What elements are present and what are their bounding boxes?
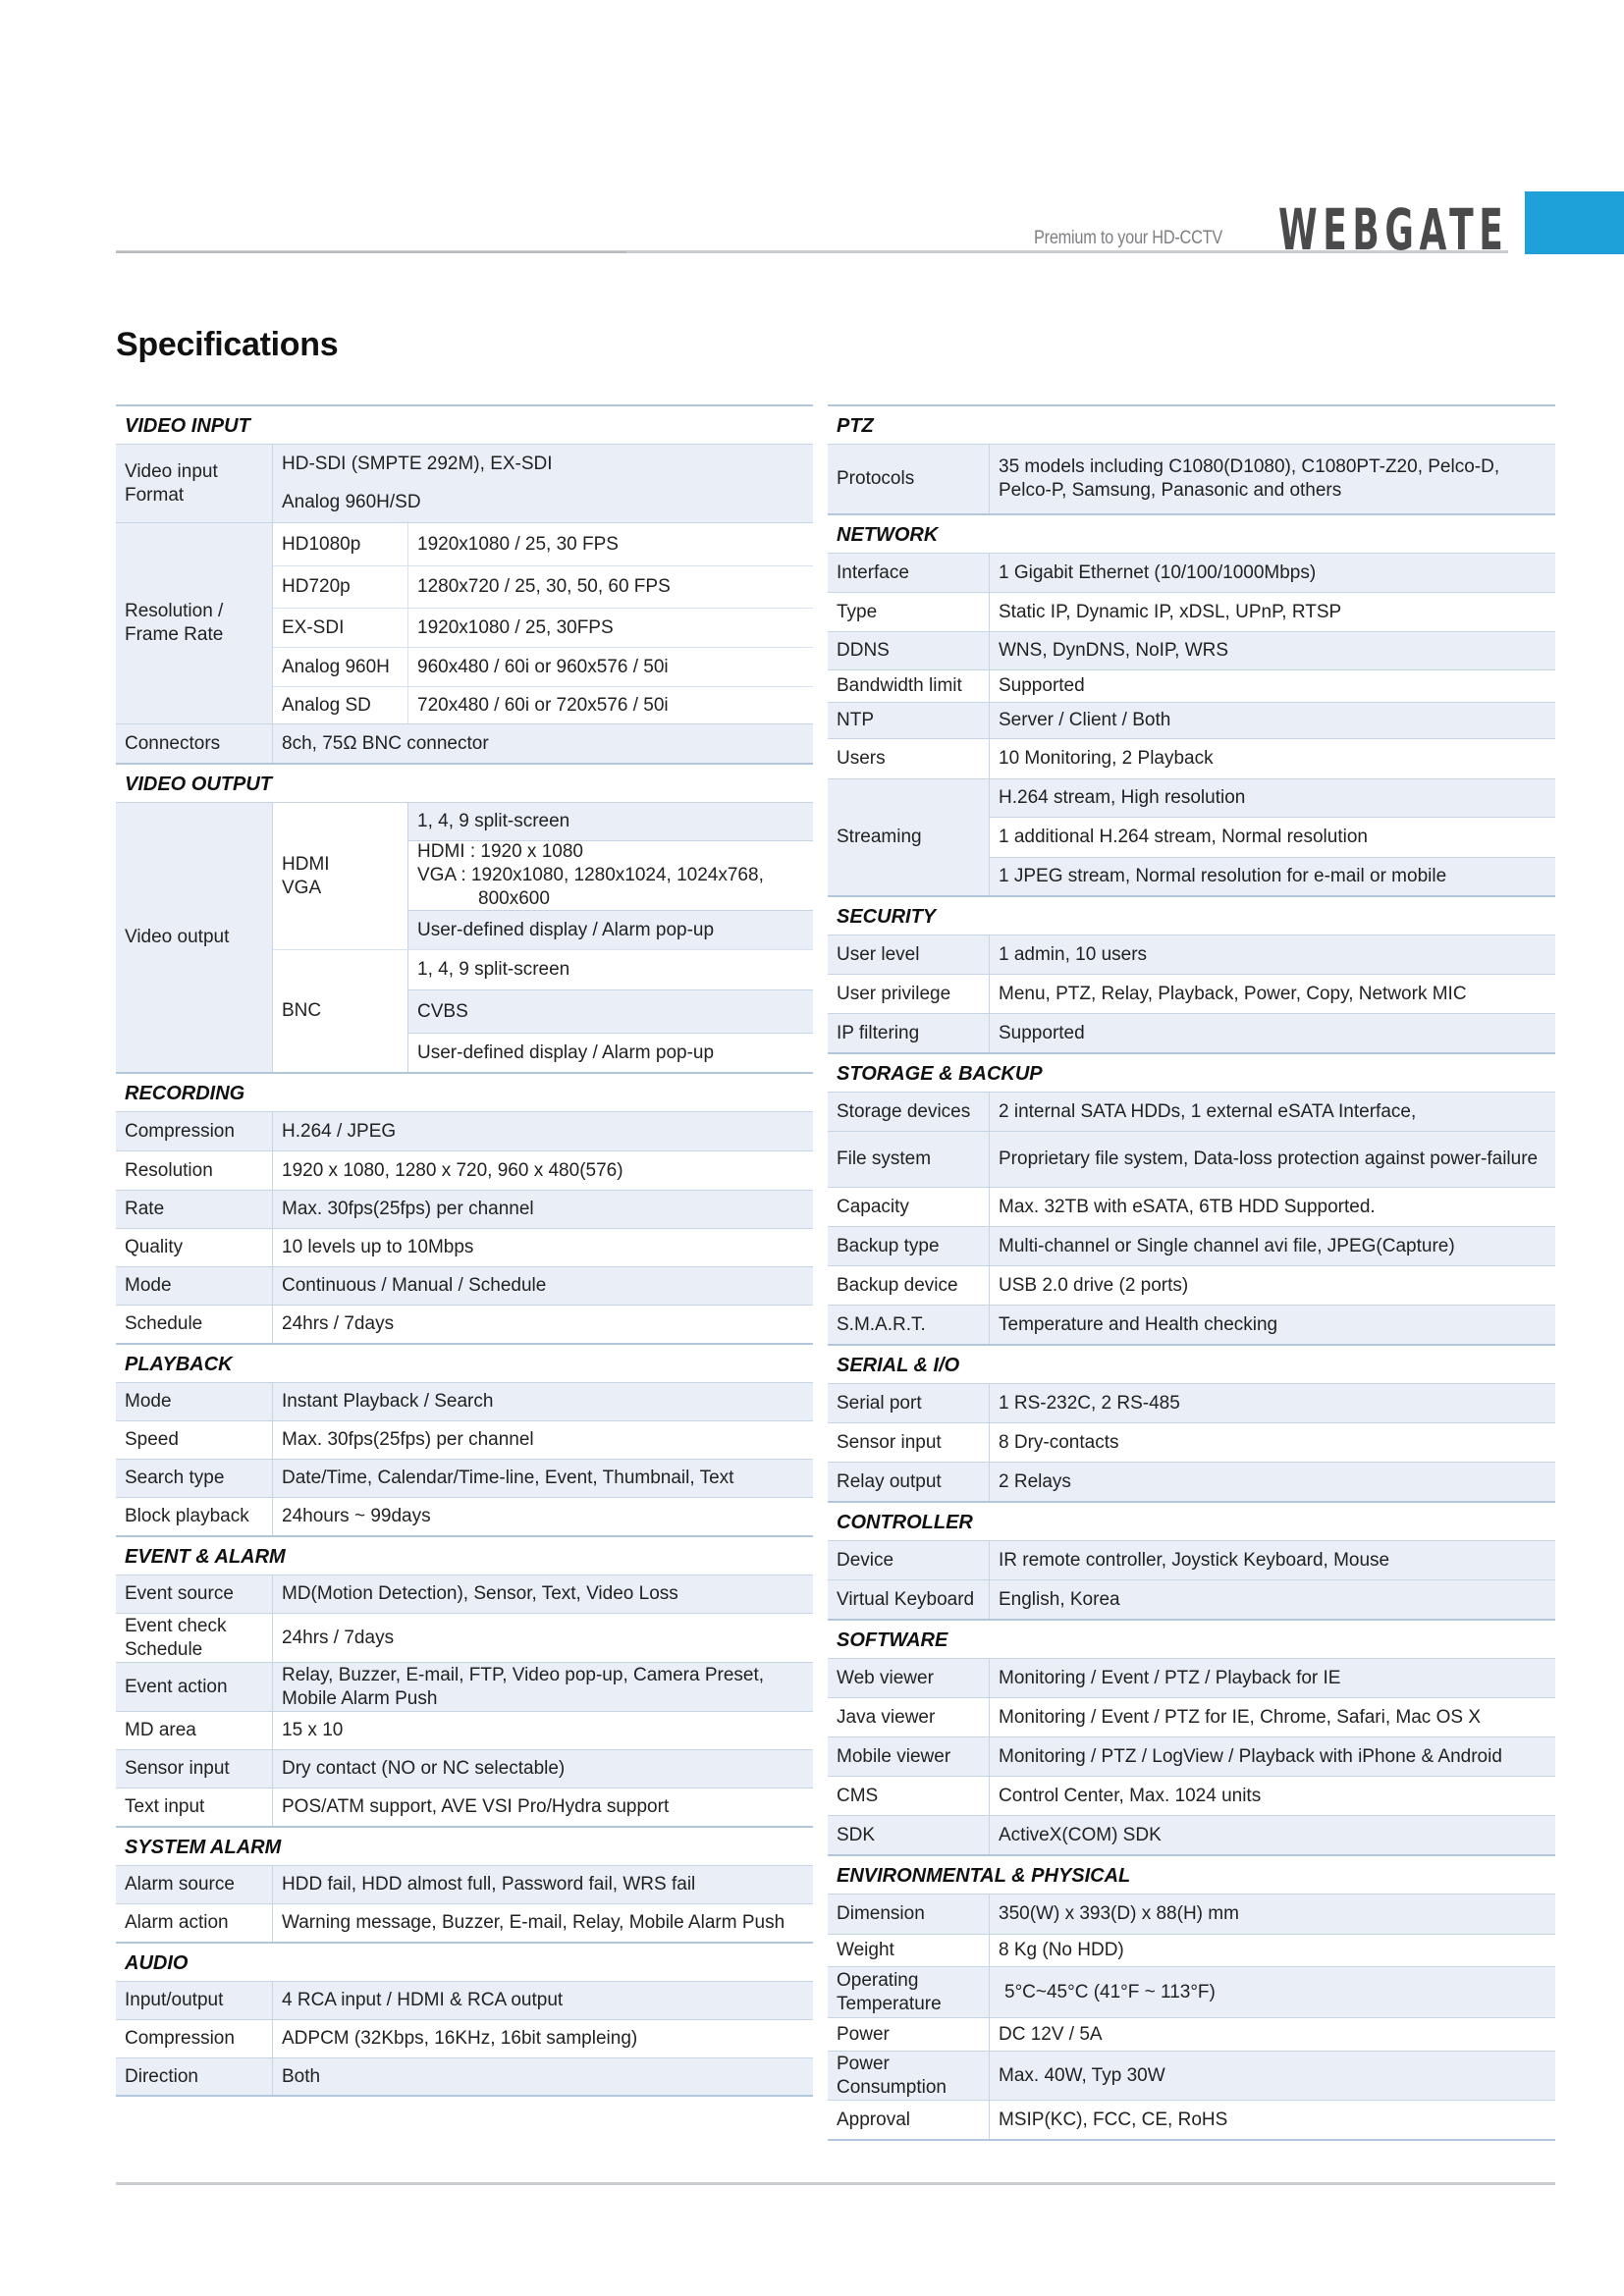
spec-label: Alarm action — [116, 1904, 273, 1942]
spec-value: Multi-channel or Single channel avi file, JPEG(Capture) — [999, 1235, 1455, 1256]
spec-row — [828, 1579, 1555, 1619]
spec-label: IP filtering — [828, 1014, 990, 1052]
resolution-name: Analog 960H — [273, 648, 408, 686]
spec-label: Resolution / Frame Rate — [116, 523, 273, 723]
spec-label: Resolution — [116, 1151, 273, 1190]
spec-row — [828, 1894, 1555, 1934]
spec-label: CMS — [828, 1777, 990, 1815]
page-title: Specifications — [116, 326, 339, 363]
spec-label: Direction — [116, 2058, 273, 2095]
spec-label: Video input Format — [116, 445, 273, 522]
output-bnc — [273, 949, 813, 1072]
spec-label: Schedule — [116, 1306, 273, 1343]
section-title-video-output: VIDEO OUTPUT — [116, 763, 813, 802]
output-res-line: HDMI : 1920 x 1080 — [417, 841, 583, 862]
spec-label: Serial port — [828, 1384, 990, 1422]
spec-row — [828, 1383, 1555, 1422]
spec-value: Max. 30fps(25fps) per channel — [282, 1199, 534, 1219]
spec-label: Event source — [116, 1575, 273, 1613]
spec-label: Storage devices — [828, 1093, 990, 1131]
spec-label: Alarm source — [116, 1866, 273, 1903]
spec-value: 8ch, 75Ω BNC connector — [282, 732, 489, 754]
spec-group-streaming — [828, 778, 1555, 895]
spec-row — [828, 592, 1555, 631]
spec-group-body — [273, 803, 813, 1072]
resolution-row — [273, 608, 813, 647]
spec-row — [116, 1613, 813, 1662]
spec-row — [828, 1462, 1555, 1501]
resolution-row — [273, 647, 813, 686]
spec-value: IR remote controller, Joystick Keyboard, Mouse — [999, 1549, 1390, 1571]
spec-value: Max. 40W, Typ 30W — [999, 2064, 1165, 2086]
resolution-row — [273, 686, 813, 723]
output-res-line: 800x600 — [478, 888, 550, 909]
section-title-event-alarm: EVENT & ALARM — [116, 1535, 813, 1575]
spec-value: 1 RS-232C, 2 RS-485 — [999, 1392, 1180, 1414]
brand-logo: WEBGATE — [1278, 196, 1509, 263]
spec-label: Protocols — [828, 445, 990, 513]
section-title-serial: SERIAL & I/O — [828, 1344, 1555, 1383]
spec-value: H.264 / JPEG — [282, 1120, 397, 1142]
spec-value: 10 levels up to 10Mbps — [282, 1237, 474, 1257]
spec-label: Backup type — [828, 1227, 990, 1265]
resolution-value: 960x480 / 60i or 960x576 / 50i — [417, 656, 669, 677]
spec-value: Static IP, Dynamic IP, xDSL, UPnP, RTSP — [999, 601, 1342, 622]
spec-row — [828, 1265, 1555, 1305]
spec-label: Search type — [116, 1460, 273, 1497]
spec-row — [828, 974, 1555, 1013]
spec-value: Monitoring / Event / PTZ / Playback for IE — [999, 1667, 1341, 1688]
output-value: User-defined display / Alarm pop-up — [408, 910, 813, 949]
spec-value: ADPCM (32Kbps, 16KHz, 16bit sampleing) — [282, 2028, 638, 2049]
spec-label: Event action — [116, 1663, 273, 1711]
header-rule-accent — [116, 251, 626, 253]
spec-row-video-input-format — [116, 444, 813, 522]
spec-row — [116, 1382, 813, 1420]
section-title-audio: AUDIO — [116, 1942, 813, 1981]
section-title-environment: ENVIRONMENTAL & PHYSICAL — [828, 1854, 1555, 1894]
resolution-value: 1920x1080 / 25, 30 FPS — [417, 533, 619, 555]
spec-value: 4 RCA input / HDMI & RCA output — [282, 1990, 564, 2010]
spec-value: H.264 stream, High resolution — [990, 779, 1555, 817]
spec-row — [116, 1305, 813, 1343]
spec-value: 5°C~45°C (41°F ~ 113°F) — [1004, 1981, 1216, 2002]
spec-value: 35 models including C1080(D1080), C1080PT-Z20, Pelco-D, Pelco-P, Samsung, Panasonic and others — [999, 456, 1500, 501]
spec-row — [116, 1228, 813, 1266]
spec-value: Continuous / Manual / Schedule — [282, 1275, 547, 1296]
resolution-name: EX-SDI — [273, 609, 408, 647]
spec-value: 1 admin, 10 users — [999, 943, 1148, 965]
spec-label: File system — [828, 1132, 990, 1187]
spec-row — [828, 1013, 1555, 1052]
spec-row — [828, 1776, 1555, 1815]
spec-group-video-output — [116, 802, 813, 1072]
spec-value: 1 Gigabit Ethernet (10/100/1000Mbps) — [999, 561, 1317, 583]
spec-value: 2 Relays — [999, 1470, 1071, 1492]
output-values — [408, 803, 813, 949]
spec-label: Device — [828, 1541, 990, 1579]
spec-label: Interface — [828, 554, 990, 592]
spec-value: Supported — [999, 675, 1085, 696]
brand-color-block — [1525, 191, 1624, 254]
spec-row — [828, 1540, 1555, 1579]
spec-label: MD area — [116, 1712, 273, 1749]
spec-value: Max. 30fps(25fps) per channel — [282, 1429, 534, 1450]
spec-label: Connectors — [116, 724, 273, 763]
spec-label: User level — [828, 935, 990, 974]
spec-label: Capacity — [828, 1188, 990, 1226]
spec-value: WNS, DynDNS, NoIP, WRS — [999, 640, 1229, 661]
output-value: User-defined display / Alarm pop-up — [408, 1033, 813, 1072]
right-column — [828, 404, 1555, 2141]
resolution-name: HD1080p — [273, 523, 408, 565]
spec-value: 10 Monitoring, 2 Playback — [999, 748, 1214, 769]
output-hdmi-vga — [273, 803, 813, 949]
spec-label: Compression — [116, 1112, 273, 1150]
spec-value: Proprietary file system, Data-loss protection against power-failure — [999, 1148, 1539, 1169]
spec-row — [828, 1966, 1555, 2017]
spec-value: USB 2.0 drive (2 ports) — [999, 1274, 1189, 1296]
spec-value: Warning message, Buzzer, E-mail, Relay, Mobile Alarm Push — [282, 1912, 785, 1933]
spec-value: Relay, Buzzer, E-mail, FTP, Video pop-up, Camera Preset, Mobile Alarm Push — [282, 1664, 765, 1709]
spec-row — [828, 1934, 1555, 1966]
resolution-name: Analog SD — [273, 687, 408, 723]
spec-value: Control Center, Max. 1024 units — [999, 1785, 1262, 1806]
spec-value: DC 12V / 5A — [999, 2023, 1103, 2045]
spec-label: Event check Schedule — [116, 1614, 273, 1662]
spec-value: Menu, PTZ, Relay, Playback, Power, Copy, Network MIC — [999, 983, 1467, 1004]
spec-value: MSIP(KC), FCC, CE, RoHS — [999, 2109, 1228, 2130]
spec-value: Dry contact (NO or NC selectable) — [282, 1758, 566, 1779]
footer-rule — [116, 2182, 1555, 2185]
spec-label: Web viewer — [828, 1659, 990, 1697]
spec-row — [116, 1420, 813, 1459]
spec-row — [828, 1697, 1555, 1736]
section-title-playback: PLAYBACK — [116, 1343, 813, 1382]
resolution-row — [273, 523, 813, 565]
spec-row — [828, 1736, 1555, 1776]
spec-label: SDK — [828, 1816, 990, 1854]
spec-value: Server / Client / Both — [999, 710, 1171, 730]
spec-label: NTP — [828, 703, 990, 738]
resolution-name: HD720p — [273, 566, 408, 608]
spec-value: Supported — [999, 1022, 1085, 1043]
spec-label: Compression — [116, 2020, 273, 2057]
section-title-system-alarm: SYSTEM ALARM — [116, 1826, 813, 1865]
output-value: CVBS — [408, 989, 813, 1033]
spec-row — [116, 1266, 813, 1305]
spec-value: Both — [282, 2065, 321, 2087]
spec-row — [116, 1903, 813, 1942]
spec-row — [828, 1131, 1555, 1187]
spec-row — [116, 1981, 813, 2019]
spec-label: S.M.A.R.T. — [828, 1306, 990, 1344]
spec-label: Sensor input — [828, 1423, 990, 1462]
spec-value: MD(Motion Detection), Sensor, Text, Video Loss — [282, 1583, 678, 1604]
resolution-value: 1920x1080 / 25, 30FPS — [417, 616, 614, 638]
output-res-line: VGA : 1920x1080, 1280x1024, 1024x768, — [417, 865, 764, 885]
spec-label: User privilege — [828, 975, 990, 1013]
spec-row — [116, 2019, 813, 2057]
spec-row — [116, 2057, 813, 2097]
spec-row — [828, 2051, 1555, 2100]
spec-label: Users — [828, 739, 990, 778]
spec-label: Quality — [116, 1229, 273, 1266]
spec-label: Mobile viewer — [828, 1737, 990, 1776]
spec-value: 350(W) x 393(D) x 88(H) mm — [999, 1903, 1239, 1924]
spec-value: Instant Playback / Search — [282, 1391, 494, 1412]
section-title-ptz: PTZ — [828, 404, 1555, 444]
spec-value: 2 internal SATA HDDs, 1 external eSATA Interface, — [999, 1100, 1417, 1122]
spec-label: Dimension — [828, 1895, 990, 1934]
spec-row — [828, 1422, 1555, 1462]
spec-row — [828, 1815, 1555, 1854]
spec-row — [828, 669, 1555, 702]
spec-value: Max. 32TB with eSATA, 6TB HDD Supported. — [999, 1196, 1376, 1217]
tagline: Premium to your HD-CCTV — [1034, 228, 1222, 248]
spec-group-resolution — [116, 522, 813, 723]
spec-row — [828, 444, 1555, 513]
spec-label: Mode — [116, 1383, 273, 1420]
spec-row — [828, 553, 1555, 592]
spec-row — [116, 1788, 813, 1826]
spec-row — [828, 934, 1555, 974]
spec-label: Weight — [828, 1935, 990, 1966]
spec-group-body — [990, 779, 1555, 895]
spec-value: 8 Kg (No HDD) — [999, 1940, 1124, 1960]
section-title-security: SECURITY — [828, 895, 1555, 934]
spec-row — [828, 1092, 1555, 1131]
vga-label: VGA — [282, 877, 322, 898]
spec-row — [828, 1658, 1555, 1697]
spec-label: Operating Temperature — [828, 1967, 990, 2017]
left-column — [116, 404, 813, 2097]
spec-label: Backup device — [828, 1266, 990, 1305]
spec-group-body — [273, 523, 813, 723]
spec-row — [116, 1749, 813, 1788]
spec-value: 24hrs / 7days — [282, 1627, 395, 1648]
spec-value: Monitoring / Event / PTZ for IE, Chrome, Safari, Mac OS X — [999, 1706, 1481, 1728]
spec-value: 1 additional H.264 stream, Normal resolution — [990, 817, 1555, 857]
section-title-recording: RECORDING — [116, 1072, 813, 1111]
resolution-row — [273, 565, 813, 608]
hdmi-label: HDMI — [282, 853, 330, 875]
spec-row — [828, 2100, 1555, 2141]
spec-label: Sensor input — [116, 1750, 273, 1788]
spec-row — [116, 1865, 813, 1903]
spec-row-connectors — [116, 723, 813, 763]
spec-value: Monitoring / PTZ / LogView / Playback with iPhone & Android — [999, 1745, 1502, 1767]
section-title-network: NETWORK — [828, 513, 1555, 553]
output-type-label — [273, 803, 408, 949]
spec-row — [828, 1226, 1555, 1265]
spec-label: Power Consumption — [828, 2052, 990, 2100]
spec-value: Temperature and Health checking — [999, 1313, 1278, 1335]
spec-value: ActiveX(COM) SDK — [999, 1824, 1162, 1845]
spec-row — [828, 1187, 1555, 1226]
spec-value: HDD fail, HDD almost full, Password fail, WRS fail — [282, 1874, 696, 1895]
spec-label: Approval — [828, 2101, 990, 2139]
spec-row — [116, 1459, 813, 1497]
resolution-value: 720x480 / 60i or 720x576 / 50i — [417, 694, 669, 716]
spec-row — [116, 1111, 813, 1150]
output-type-label: BNC — [273, 950, 408, 1072]
spec-row — [116, 1190, 813, 1228]
section-title-controller: CONTROLLER — [828, 1501, 1555, 1540]
spec-row — [828, 738, 1555, 778]
spec-value: HD-SDI (SMPTE 292M), EX-SDI — [282, 453, 553, 474]
spec-value: Date/Time, Calendar/Time-line, Event, Thumbnail, Text — [282, 1468, 734, 1488]
spec-label: Java viewer — [828, 1698, 990, 1736]
spec-label: Text input — [116, 1789, 273, 1826]
spec-label: Speed — [116, 1421, 273, 1459]
spec-value: 15 x 10 — [282, 1720, 344, 1740]
output-value: 1, 4, 9 split-screen — [408, 950, 813, 989]
spec-label: Relay output — [828, 1463, 990, 1501]
spec-values — [273, 445, 813, 522]
spec-label: Video output — [116, 803, 273, 1072]
spec-value: 24hours ~ 99days — [282, 1506, 431, 1526]
spec-value: English, Korea — [999, 1588, 1120, 1610]
spec-label: Streaming — [828, 779, 990, 895]
output-value-resolutions — [408, 840, 813, 910]
spec-label: Mode — [116, 1267, 273, 1305]
spec-row — [116, 1711, 813, 1749]
spec-label: Power — [828, 2018, 990, 2051]
output-value: 1, 4, 9 split-screen — [408, 803, 813, 840]
spec-label: Bandwidth limit — [828, 670, 990, 702]
spec-row — [116, 1497, 813, 1535]
section-title-software: SOFTWARE — [828, 1619, 1555, 1658]
output-values — [408, 950, 813, 1072]
spec-label: Rate — [116, 1191, 273, 1228]
spec-label: DDNS — [828, 632, 990, 669]
spec-row — [116, 1575, 813, 1613]
spec-row — [828, 631, 1555, 669]
spec-row — [828, 2017, 1555, 2051]
spec-row — [828, 702, 1555, 738]
spec-value: 1 JPEG stream, Normal resolution for e-mail or mobile — [990, 857, 1555, 895]
spec-value: Analog 960H/SD — [282, 492, 421, 512]
spec-row — [116, 1150, 813, 1190]
spec-label: Type — [828, 593, 990, 631]
section-title-video-input: VIDEO INPUT — [116, 404, 813, 444]
spec-value: POS/ATM support, AVE VSI Pro/Hydra support — [282, 1796, 670, 1817]
spec-value: 1920 x 1080, 1280 x 720, 960 x 480(576) — [282, 1159, 623, 1181]
spec-value: 24hrs / 7days — [282, 1313, 395, 1334]
spec-label: Input/output — [116, 1982, 273, 2019]
spec-value: 8 Dry-contacts — [999, 1431, 1119, 1453]
section-title-storage: STORAGE & BACKUP — [828, 1052, 1555, 1092]
spec-row — [828, 1305, 1555, 1344]
resolution-value: 1280x720 / 25, 30, 50, 60 FPS — [417, 576, 671, 597]
spec-label: Virtual Keyboard — [828, 1580, 990, 1619]
spec-row — [116, 1662, 813, 1711]
spec-label: Block playback — [116, 1498, 273, 1535]
